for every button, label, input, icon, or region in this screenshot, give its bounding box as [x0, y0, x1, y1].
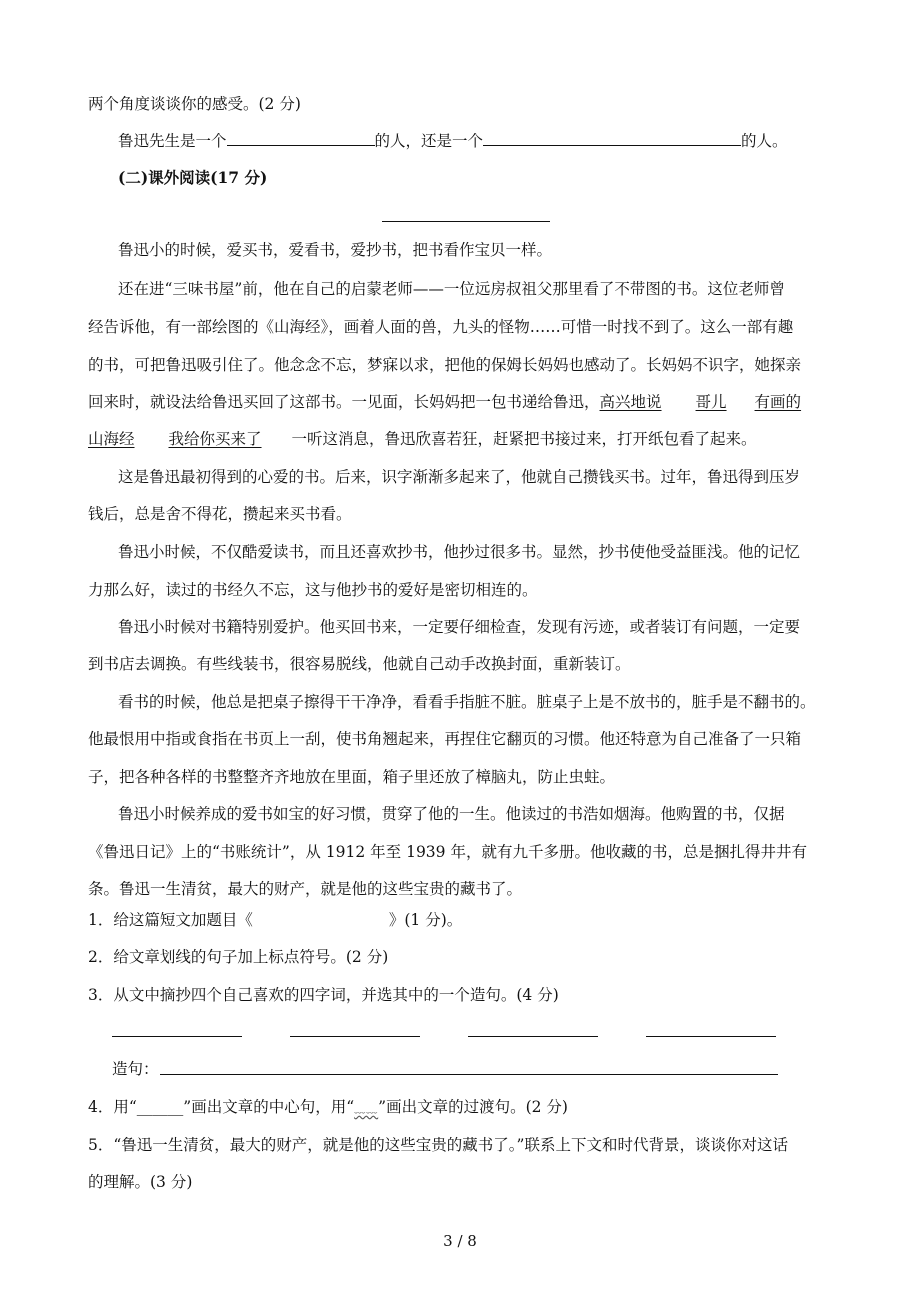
text-fragment: 4．用“ [88, 1098, 137, 1116]
text-fragment: 回来时，就设法给鲁迅买回了这部书。一见面，长妈妈把一包书递给鲁迅， [88, 393, 600, 411]
text-fragment: ”画出文章的过渡句。(2 分) [378, 1098, 568, 1116]
word-blank-3[interactable] [468, 1036, 598, 1037]
question-5: 5．“鲁迅一生清贫，最大的财产，就是他的这些宝贵的藏书了。”联系上下文和时代背景，谈谈你对这话 [88, 1136, 788, 1154]
text-line: 条。鲁迅一生清贫，最大的财产，就是他的这些宝贵的藏书了。 [88, 880, 523, 898]
text-line [88, 392, 801, 412]
text-line: 鲁迅小的时候，爱买书，爱看书，爱抄书，把书看作宝贝一样。 [118, 241, 553, 259]
answer-blank[interactable] [483, 131, 741, 146]
text-line: 鲁迅小时候，不仅酷爱读书，而且还喜欢抄书，他抄过很多书。显然，抄书使他受益匪浅。他的记忆 [118, 543, 801, 561]
text-line: 还在进“三味书屋”前，他在自己的启蒙老师——一位远房叔祖父那里看了不带图的书。这位老师曾 [118, 280, 785, 298]
text-line: 鲁迅小时候对书籍特别爱护。他买回书来，一定要仔细检查，发现有污迹，或者装订有问题，一定要 [118, 618, 801, 636]
text-line: 这是鲁迅最初得到的心爱的书。后来，识字渐渐多起来了，他就自己攒钱买书。过年，鲁迅得到压岁 [118, 468, 801, 486]
wavy-line-mark: ﹏﹏ [354, 1102, 379, 1115]
section-title: (二)课外阅读(17 分) [118, 168, 268, 187]
underlined-text: 高兴地说 [599, 393, 662, 411]
text-fragment: ”画出文章的中心句，用“ [183, 1098, 355, 1116]
word-blank-4[interactable] [646, 1036, 776, 1037]
text-line [88, 429, 757, 449]
page-number: 3 / 8 [443, 1232, 477, 1250]
text-line: 的理解。(3 分) [88, 1173, 193, 1191]
text-line: 经告诉他，有一部绘图的《山海经》，画着人面的兽，九头的怪物……可惜一时找不到了。这么一部有趣 [88, 318, 794, 336]
question-4 [88, 1097, 568, 1119]
text-fragment: 的人。 [741, 132, 788, 150]
question-3: 3．从文中摘抄四个自己喜欢的四字词，并选其中的一个造句。(4 分) [88, 986, 559, 1004]
text-line: 钱后，总是舍不得花，攒起来买书看。 [88, 505, 352, 523]
underlined-text: 哥儿 [695, 393, 727, 411]
underlined-sentence [88, 430, 292, 448]
answer-line [118, 131, 788, 151]
question-1 [88, 910, 462, 930]
text-line: 力那么好，读过的书经久不忘，这与他抄书的爱好是密切相连的。 [88, 581, 538, 599]
text-line: 看书的时候，他总是把桌子擦得干干净净，看看手指脏不脏。脏桌子上是不放书的，脏手是不翻书的。 [118, 693, 816, 711]
answer-blank[interactable] [227, 131, 375, 146]
sentence-label: 造句： [112, 1060, 159, 1078]
text-line: 他最恨用中指或食指在书页上一刮，使书角翘起来，再捏住它翻页的习惯。他还特意为自己准备了一只箱 [88, 730, 802, 748]
title-blank[interactable] [382, 221, 550, 222]
question-2: 2．给文章划线的句子加上标点符号。(2 分) [88, 948, 389, 966]
text-line: 到书店去调换。有些线装书，很容易脱线，他就自己动手改换封面，重新装订。 [88, 655, 631, 673]
text-fragment: 》(1 分)。 [388, 911, 463, 929]
word-blank-1[interactable] [112, 1036, 242, 1037]
text-line: 的书，可把鲁迅吸引住了。他念念不忘，梦寐以求，把他的保姆长妈妈也感动了。长妈妈不识字，她探亲 [88, 356, 802, 374]
text-line: 两个角度谈谈你的感受。(2 分) [88, 95, 301, 113]
underlined-text: 山海经 [88, 430, 135, 448]
text-line: 鲁迅小时候养成的爱书如宝的好习惯，贯穿了他的一生。他读过的书浩如烟海。他购置的书，仅据 [118, 805, 785, 823]
underlined-text: 我给你买来了 [168, 430, 262, 448]
text-fragment: 的人，还是一个 [374, 132, 484, 150]
underlined-sentence [600, 393, 802, 411]
word-blank-2[interactable] [290, 1036, 420, 1037]
underlined-text: 有画的 [754, 393, 802, 411]
text-line: 《鲁迅日记》上的“书账统计”，从 1912 年至 1939 年，就有九千多册。他收藏的书，总是捆扎得井井有 [88, 843, 807, 861]
text-line: 子，把各种各样的书整整齐齐地放在里面，箱子里还放了樟脑丸，防止虫蛀。 [88, 768, 616, 786]
text-fragment: 鲁迅先生是一个 [118, 132, 227, 150]
text-fragment: 1．给这篇短文加题目《 [88, 911, 253, 929]
straight-line-mark: ______ [136, 1098, 184, 1116]
sentence-blank[interactable] [160, 1074, 778, 1075]
text-fragment: 一听这消息，鲁迅欣喜若狂，赶紧把书接过来，打开纸包看了起来。 [291, 430, 757, 448]
